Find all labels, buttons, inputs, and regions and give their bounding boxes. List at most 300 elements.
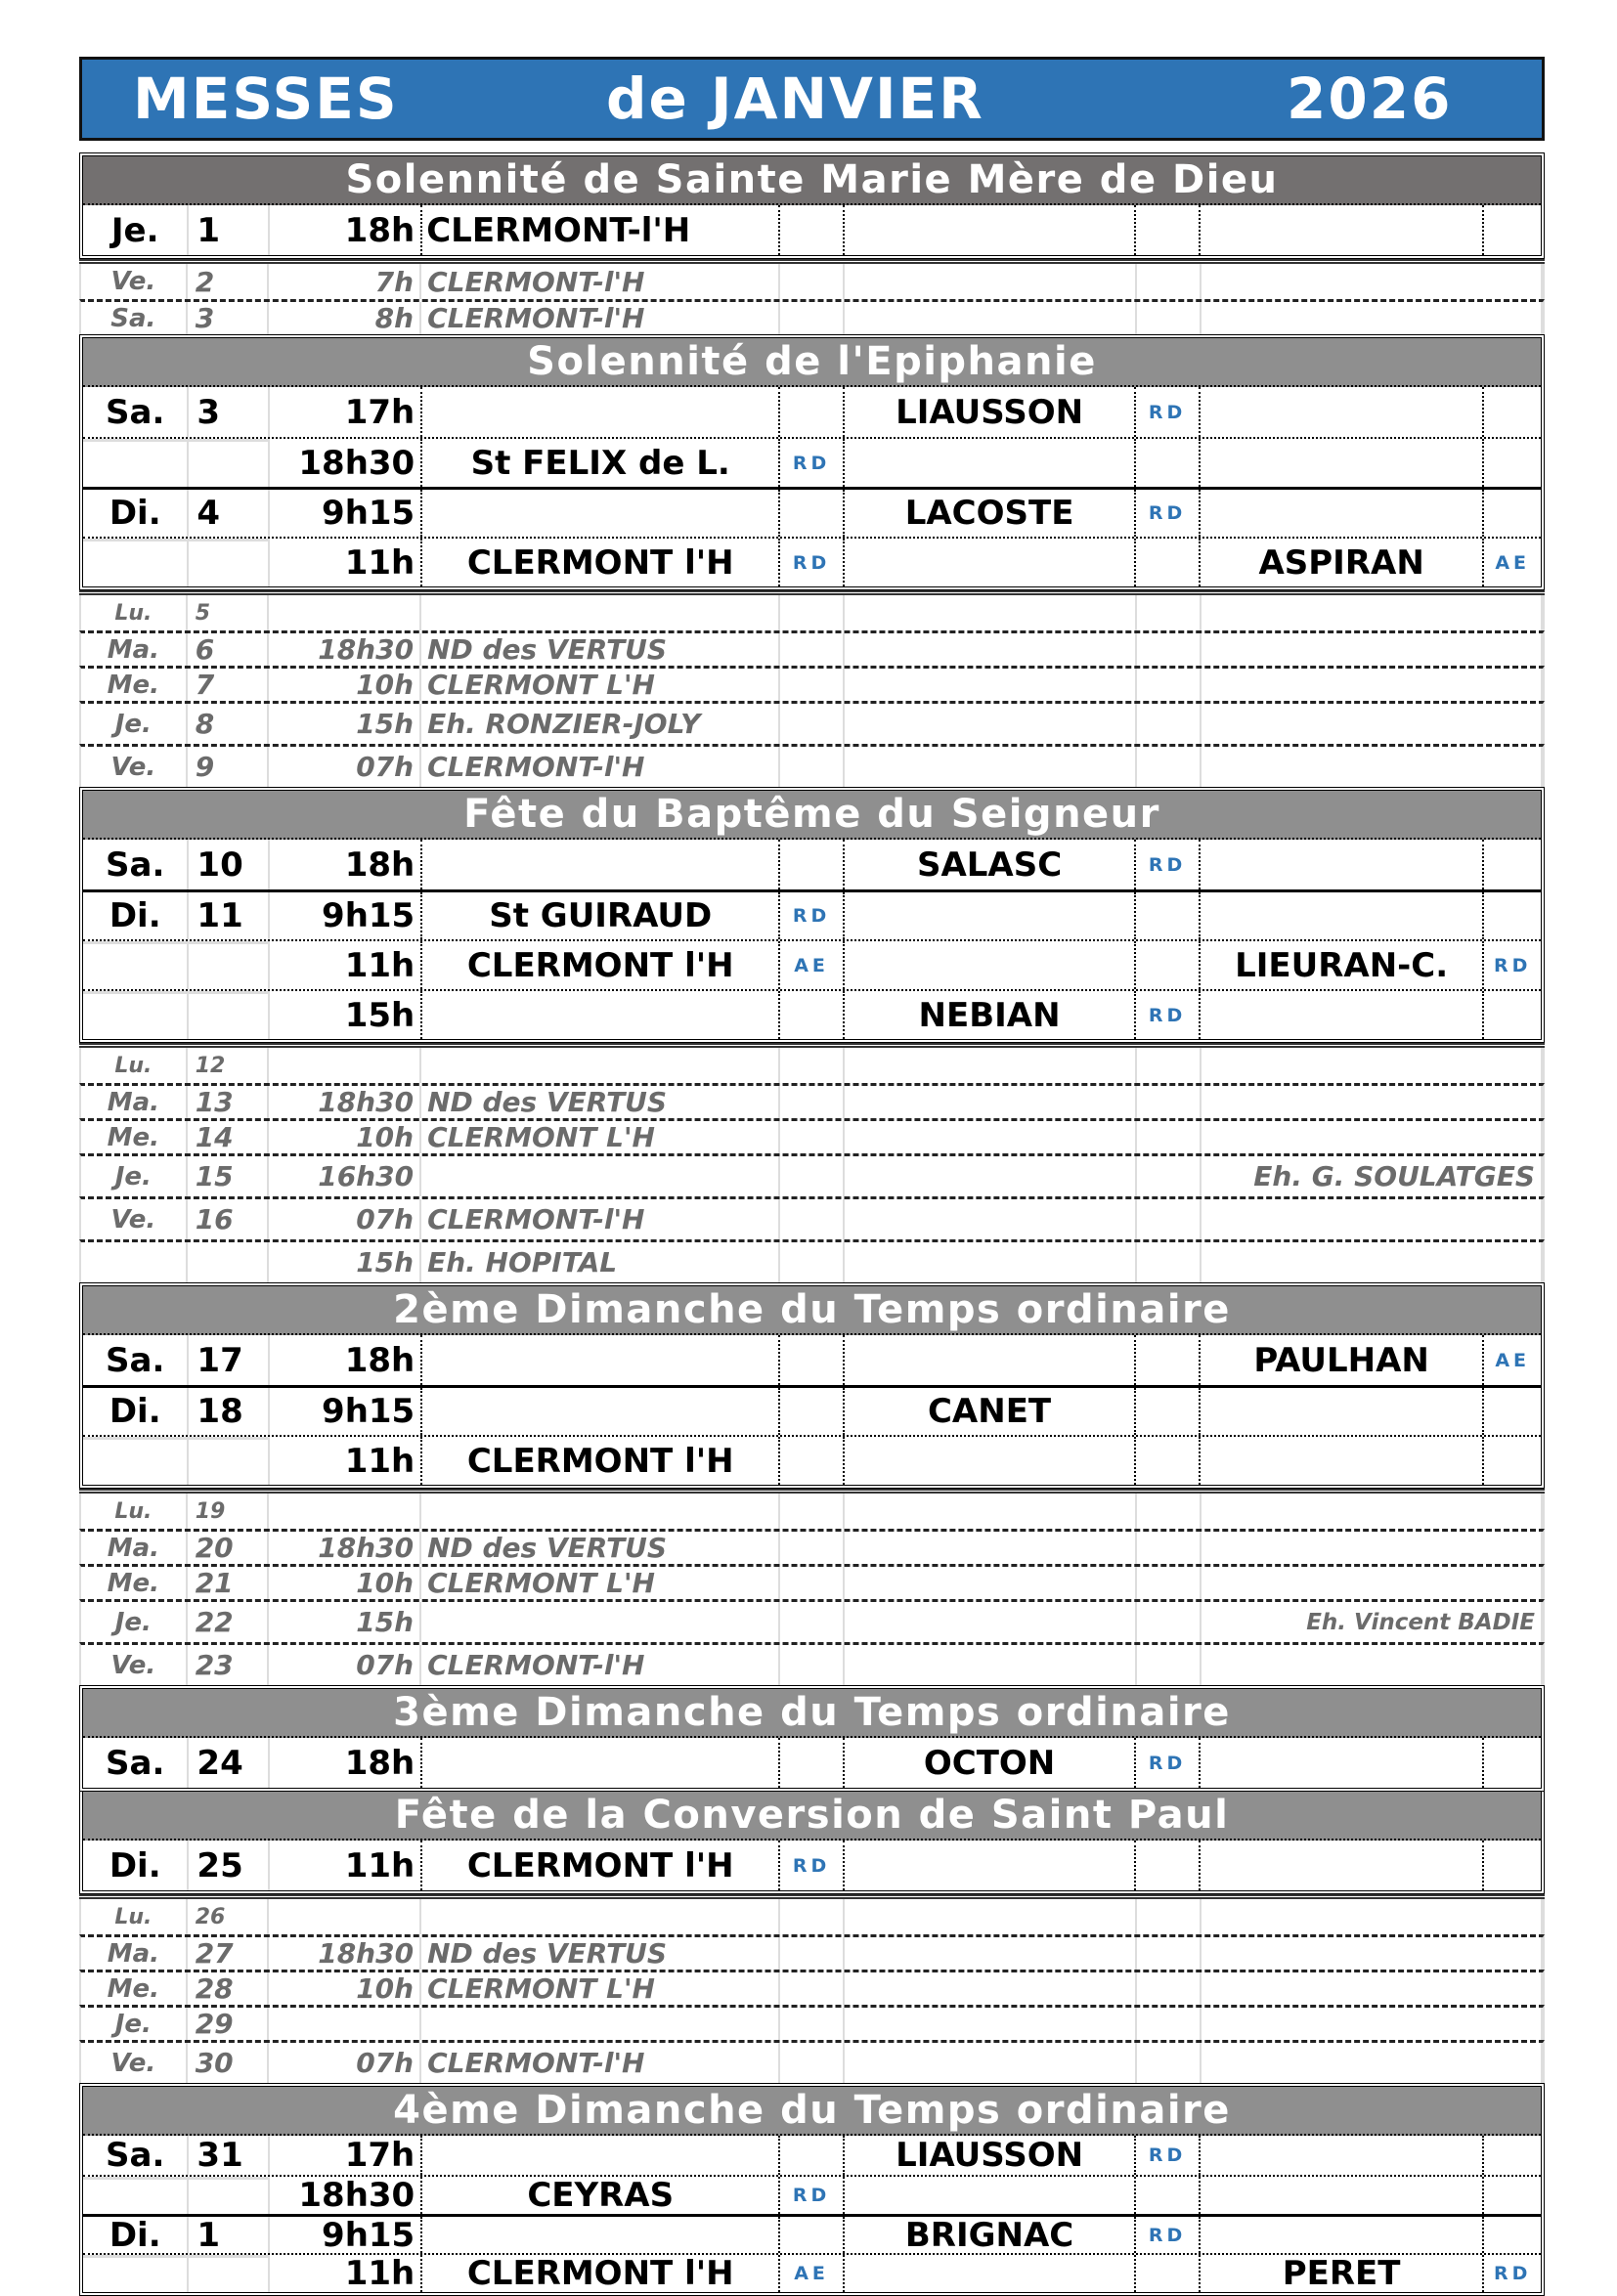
weekday-block bbox=[79, 1894, 1545, 2083]
location-1 bbox=[422, 490, 780, 537]
celebrant-1 bbox=[780, 205, 845, 255]
date-cell-text: 11 bbox=[197, 896, 243, 935]
celebrant-1 bbox=[780, 892, 845, 939]
date-cell-text: 19 bbox=[195, 1498, 226, 1524]
day-cell bbox=[83, 539, 189, 586]
celebrant-1 bbox=[780, 1388, 845, 1435]
celebrant-2 bbox=[1136, 2217, 1201, 2253]
location-3-text: Eh. G. SOULATGES bbox=[1253, 1160, 1536, 1192]
location-3 bbox=[1202, 1121, 1543, 1153]
day-cell bbox=[81, 1156, 188, 1196]
empty-cell bbox=[845, 1645, 1137, 1685]
empty-cell bbox=[780, 1899, 845, 1934]
empty-cell bbox=[780, 1532, 845, 1564]
empty-cell bbox=[780, 2008, 845, 2040]
location-3 bbox=[1202, 1242, 1543, 1282]
location-3 bbox=[1202, 669, 1543, 701]
date-cell-text: 2 bbox=[195, 265, 215, 298]
celebrant-3 bbox=[1484, 892, 1541, 939]
empty-cell bbox=[1137, 1086, 1202, 1118]
day-cell-text: Sa. bbox=[106, 845, 165, 885]
date-cell-text: 25 bbox=[197, 1845, 243, 1885]
time-cell bbox=[269, 1048, 422, 1083]
date-cell-text: 8 bbox=[195, 708, 215, 740]
empty-cell bbox=[780, 302, 845, 334]
celebrant-3-text: RD bbox=[1493, 2263, 1532, 2284]
date-cell-text: 15 bbox=[195, 1160, 234, 1192]
location-1 bbox=[422, 1437, 780, 1485]
time-cell-text: 11h bbox=[344, 1845, 415, 1885]
location-3 bbox=[1202, 1086, 1543, 1118]
time-cell bbox=[270, 991, 422, 1039]
empty-cell bbox=[780, 264, 845, 299]
location-3 bbox=[1201, 539, 1484, 586]
empty-cell bbox=[1137, 595, 1202, 630]
day-cell bbox=[81, 2043, 188, 2083]
empty-cell bbox=[1137, 1972, 1202, 2005]
empty-cell bbox=[845, 1242, 1137, 1282]
date-cell-text: 22 bbox=[195, 1606, 234, 1638]
time-cell bbox=[269, 633, 422, 666]
date-cell-text: 26 bbox=[195, 1904, 226, 1929]
date-cell bbox=[188, 747, 269, 787]
celebrant-2 bbox=[1136, 1335, 1201, 1385]
mass-row bbox=[83, 840, 1541, 889]
date-cell bbox=[188, 1937, 269, 1970]
day-cell-text: Di. bbox=[109, 494, 161, 533]
time-cell bbox=[270, 1738, 422, 1788]
celebrant-1 bbox=[780, 387, 845, 437]
date-cell-text: 27 bbox=[195, 1937, 234, 1970]
date-cell-text: 20 bbox=[195, 1532, 234, 1564]
mass-row bbox=[83, 889, 1541, 939]
day-cell bbox=[83, 1841, 189, 1890]
weekday-row bbox=[79, 1083, 1545, 1118]
time-cell bbox=[270, 2177, 422, 2214]
location-1 bbox=[421, 595, 780, 630]
feast-block bbox=[79, 1685, 1545, 1792]
day-cell-text: Lu. bbox=[114, 1904, 153, 1929]
empty-cell bbox=[780, 1972, 845, 2005]
time-cell-text: 15h bbox=[356, 1606, 415, 1638]
location-1 bbox=[421, 1242, 780, 1282]
location-2-text: BRIGNAC bbox=[904, 2215, 1074, 2255]
empty-cell bbox=[780, 1937, 845, 1970]
day-cell-text: Je. bbox=[110, 210, 159, 250]
weekday-row bbox=[79, 1239, 1545, 1282]
date-cell bbox=[189, 1437, 270, 1485]
location-1-text: CLERMONT L'H bbox=[427, 1567, 655, 1599]
location-1 bbox=[422, 1738, 780, 1788]
location-1 bbox=[421, 1602, 780, 1642]
empty-cell bbox=[845, 1937, 1137, 1970]
day-cell bbox=[83, 840, 189, 889]
mass-row bbox=[83, 1435, 1541, 1485]
empty-cell bbox=[1137, 264, 1202, 299]
location-3 bbox=[1202, 595, 1543, 630]
location-3 bbox=[1201, 2255, 1484, 2292]
time-cell-text: 9h15 bbox=[322, 494, 415, 533]
empty-cell bbox=[780, 595, 845, 630]
empty-cell bbox=[845, 1567, 1137, 1599]
day-cell-text: Me. bbox=[107, 670, 160, 700]
day-cell-text: Sa. bbox=[106, 1743, 165, 1783]
date-cell-text: 7 bbox=[195, 669, 215, 701]
time-cell-text: 10h bbox=[356, 669, 415, 701]
location-1 bbox=[421, 1567, 780, 1599]
time-cell-text: 18h30 bbox=[318, 633, 415, 666]
empty-cell bbox=[1137, 747, 1202, 787]
empty-cell bbox=[780, 1567, 845, 1599]
day-cell-text: Ma. bbox=[107, 1533, 159, 1563]
location-1-text: CLERMONT l'H bbox=[466, 1441, 734, 1481]
feast-title: 4ème Dimanche du Temps ordinaire bbox=[83, 2087, 1541, 2136]
location-3 bbox=[1201, 439, 1484, 487]
empty-cell bbox=[845, 669, 1137, 701]
location-2-text: LIAUSSON bbox=[896, 392, 1084, 432]
weekday-row bbox=[79, 264, 1545, 299]
date-cell-text: 5 bbox=[195, 600, 211, 626]
time-cell-text: 9h15 bbox=[322, 2215, 415, 2255]
celebrant-3 bbox=[1484, 2177, 1541, 2214]
location-1 bbox=[421, 2008, 780, 2040]
location-1 bbox=[422, 1388, 780, 1435]
date-cell bbox=[188, 595, 269, 630]
celebrant-2 bbox=[1136, 892, 1201, 939]
time-cell-text: 18h bbox=[344, 1743, 415, 1783]
time-cell bbox=[269, 1645, 422, 1685]
location-1-text: CEYRAS bbox=[527, 2176, 675, 2215]
date-cell-text: 1 bbox=[197, 210, 221, 250]
celebrant-2 bbox=[1136, 2177, 1201, 2214]
location-1 bbox=[421, 1645, 780, 1685]
time-cell-text: 18h30 bbox=[298, 2176, 415, 2215]
title-year: 2026 bbox=[1287, 65, 1453, 132]
weekday-row bbox=[79, 2040, 1545, 2083]
location-3-text: ASPIRAN bbox=[1258, 542, 1424, 583]
location-2 bbox=[845, 439, 1136, 487]
celebrant-1 bbox=[780, 2136, 845, 2175]
time-cell-text: 07h bbox=[356, 1649, 415, 1681]
celebrant-2 bbox=[1136, 1841, 1201, 1890]
date-cell bbox=[188, 1242, 269, 1282]
time-cell bbox=[269, 595, 422, 630]
weekday-row bbox=[79, 744, 1545, 787]
time-cell-text: 07h bbox=[356, 1203, 415, 1235]
time-cell-text: 18h30 bbox=[318, 1532, 415, 1564]
feast-title: 3ème Dimanche du Temps ordinaire bbox=[83, 1689, 1541, 1738]
celebrant-2 bbox=[1136, 1738, 1201, 1788]
location-1-text: ND des VERTUS bbox=[427, 1532, 668, 1564]
location-1-text: St FELIX de L. bbox=[470, 443, 730, 483]
empty-cell bbox=[780, 1494, 845, 1529]
empty-cell bbox=[1137, 1937, 1202, 1970]
time-cell bbox=[270, 387, 422, 437]
date-cell bbox=[189, 1388, 270, 1435]
time-cell bbox=[269, 1242, 422, 1282]
day-cell bbox=[81, 669, 188, 701]
celebrant-2 bbox=[1136, 1388, 1201, 1435]
date-cell-text: 18 bbox=[197, 1392, 243, 1431]
empty-cell bbox=[1137, 1602, 1202, 1642]
time-cell-text: 11h bbox=[344, 542, 415, 583]
weekday-block bbox=[79, 1043, 1545, 1282]
empty-cell bbox=[845, 1972, 1137, 2005]
day-cell bbox=[81, 1899, 188, 1934]
empty-cell bbox=[1137, 1567, 1202, 1599]
location-1-text: CLERMONT-l'H bbox=[427, 1203, 645, 1235]
time-cell-text: 11h bbox=[344, 1441, 415, 1481]
empty-cell bbox=[1137, 1645, 1202, 1685]
day-cell bbox=[81, 1121, 188, 1153]
empty-cell bbox=[1137, 2043, 1202, 2083]
empty-cell bbox=[845, 1156, 1137, 1196]
celebrant-1 bbox=[780, 941, 845, 989]
celebrant-2 bbox=[1136, 205, 1201, 255]
day-cell bbox=[83, 1335, 189, 1385]
empty-cell bbox=[1137, 1156, 1202, 1196]
location-3 bbox=[1202, 1972, 1543, 2005]
celebrant-3 bbox=[1484, 1437, 1541, 1485]
time-cell bbox=[270, 2217, 422, 2253]
weekday-row bbox=[79, 630, 1545, 666]
date-cell bbox=[188, 633, 269, 666]
location-2 bbox=[845, 1841, 1136, 1890]
location-1 bbox=[422, 2136, 780, 2175]
location-1 bbox=[422, 387, 780, 437]
day-cell bbox=[81, 1494, 188, 1529]
time-cell bbox=[270, 539, 422, 586]
location-1-text: CLERMONT-l'H bbox=[427, 1649, 645, 1681]
date-cell bbox=[189, 892, 270, 939]
location-3 bbox=[1201, 991, 1484, 1039]
time-cell bbox=[270, 2136, 422, 2175]
date-cell-text: 24 bbox=[197, 1743, 243, 1783]
location-3 bbox=[1202, 2008, 1543, 2040]
location-2 bbox=[845, 205, 1136, 255]
weekday-row bbox=[79, 1642, 1545, 1685]
location-2-text: OCTON bbox=[923, 1743, 1056, 1783]
feast-title: 2ème Dimanche du Temps ordinaire bbox=[83, 1286, 1541, 1335]
time-cell-text: 18h bbox=[344, 845, 415, 885]
location-3 bbox=[1202, 1937, 1543, 1970]
celebrant-1-text: RD bbox=[792, 2185, 831, 2206]
feast-title: Fête de la Conversion de Saint Paul bbox=[83, 1792, 1541, 1841]
celebrant-3 bbox=[1484, 1738, 1541, 1788]
date-cell bbox=[189, 387, 270, 437]
location-3 bbox=[1201, 941, 1484, 989]
time-cell-text: 11h bbox=[344, 2254, 415, 2293]
day-cell-text: Di. bbox=[109, 2215, 161, 2255]
location-1 bbox=[421, 1532, 780, 1564]
day-cell-text: Ma. bbox=[107, 634, 159, 665]
location-3 bbox=[1202, 1567, 1543, 1599]
location-1 bbox=[421, 1199, 780, 1239]
location-1 bbox=[421, 1972, 780, 2005]
celebrant-1-text: AE bbox=[794, 954, 829, 976]
feast-title: Solennité de l'Epiphanie bbox=[83, 338, 1541, 387]
celebrant-3 bbox=[1484, 539, 1541, 586]
day-cell bbox=[83, 2177, 189, 2214]
celebrant-3-text: AE bbox=[1495, 1349, 1531, 1371]
celebrant-1-text: RD bbox=[792, 1854, 831, 1877]
day-cell bbox=[81, 302, 188, 334]
location-2 bbox=[845, 2255, 1136, 2292]
location-1 bbox=[421, 1156, 780, 1196]
location-1 bbox=[421, 747, 780, 787]
date-cell-text: 12 bbox=[195, 1053, 226, 1078]
day-cell-text: Ma. bbox=[107, 1087, 159, 1117]
celebrant-2 bbox=[1136, 490, 1201, 537]
celebrant-3 bbox=[1484, 205, 1541, 255]
time-cell bbox=[269, 669, 422, 701]
date-cell bbox=[189, 2136, 270, 2175]
location-1-text: CLERMONT L'H bbox=[427, 669, 655, 701]
empty-cell bbox=[845, 302, 1137, 334]
time-cell bbox=[269, 302, 422, 334]
day-cell bbox=[83, 941, 189, 989]
location-1-text: CLERMONT-l'H bbox=[427, 265, 645, 298]
celebrant-2-text: RD bbox=[1148, 1004, 1187, 1026]
time-cell-text: 15h bbox=[344, 995, 415, 1035]
location-1 bbox=[421, 669, 780, 701]
day-cell bbox=[81, 2008, 188, 2040]
date-cell bbox=[189, 439, 270, 487]
date-cell bbox=[188, 669, 269, 701]
time-cell bbox=[269, 1602, 422, 1642]
day-cell bbox=[83, 892, 189, 939]
day-cell bbox=[81, 633, 188, 666]
celebrant-3 bbox=[1484, 490, 1541, 537]
day-cell-text: Sa. bbox=[106, 1340, 165, 1380]
empty-cell bbox=[780, 1645, 845, 1685]
day-cell-text: Me. bbox=[107, 1122, 160, 1152]
celebrant-2 bbox=[1136, 539, 1201, 586]
day-cell bbox=[81, 1199, 188, 1239]
location-3 bbox=[1202, 1048, 1543, 1083]
location-3 bbox=[1202, 1532, 1543, 1564]
date-cell bbox=[189, 840, 270, 889]
mass-row bbox=[83, 1738, 1541, 1788]
location-1 bbox=[422, 1335, 780, 1385]
location-1 bbox=[422, 2255, 780, 2292]
celebrant-1 bbox=[780, 2255, 845, 2292]
time-cell-text: 15h bbox=[356, 1246, 415, 1278]
time-cell bbox=[269, 1972, 422, 2005]
date-cell bbox=[188, 1156, 269, 1196]
empty-cell bbox=[1137, 1242, 1202, 1282]
time-cell bbox=[270, 941, 422, 989]
location-1 bbox=[421, 1086, 780, 1118]
location-2-text: SALASC bbox=[916, 845, 1063, 885]
time-cell bbox=[269, 1086, 422, 1118]
empty-cell bbox=[845, 1086, 1137, 1118]
empty-cell bbox=[845, 704, 1137, 744]
title-messes: MESSES bbox=[133, 65, 399, 132]
day-cell-text: Ve. bbox=[110, 2048, 156, 2078]
date-cell bbox=[189, 1335, 270, 1385]
empty-cell bbox=[1137, 1199, 1202, 1239]
day-cell bbox=[81, 595, 188, 630]
location-3 bbox=[1202, 633, 1543, 666]
time-cell bbox=[270, 1841, 422, 1890]
mass-row bbox=[83, 2214, 1541, 2253]
time-cell bbox=[269, 1899, 422, 1934]
location-3 bbox=[1202, 302, 1543, 334]
time-cell bbox=[269, 1937, 422, 1970]
day-cell-text: Ve. bbox=[110, 752, 156, 782]
date-cell bbox=[189, 941, 270, 989]
location-2 bbox=[845, 387, 1136, 437]
title-month: de JANVIER bbox=[606, 65, 984, 132]
location-2 bbox=[845, 2136, 1136, 2175]
day-cell bbox=[83, 2255, 189, 2292]
feast-block bbox=[79, 787, 1545, 1043]
location-3 bbox=[1202, 1494, 1543, 1529]
weekday-row bbox=[79, 1564, 1545, 1599]
date-cell-text: 28 bbox=[195, 1972, 234, 2005]
location-3 bbox=[1201, 2136, 1484, 2175]
celebrant-2 bbox=[1136, 941, 1201, 989]
weekday-row bbox=[79, 1529, 1545, 1564]
location-3 bbox=[1202, 1602, 1543, 1642]
day-cell-text: Je. bbox=[114, 2009, 152, 2039]
location-3-text: PERET bbox=[1282, 2254, 1401, 2293]
day-cell bbox=[81, 1532, 188, 1564]
time-cell-text: 8h bbox=[374, 302, 415, 334]
feast-block bbox=[79, 2083, 1545, 2296]
celebrant-1 bbox=[780, 2217, 845, 2253]
empty-cell bbox=[845, 747, 1137, 787]
time-cell bbox=[270, 439, 422, 487]
time-cell-text: 17h bbox=[344, 2136, 415, 2175]
location-1 bbox=[422, 2217, 780, 2253]
time-cell bbox=[270, 840, 422, 889]
empty-cell bbox=[1137, 633, 1202, 666]
mass-row bbox=[83, 537, 1541, 586]
day-cell-text: Ve. bbox=[110, 267, 156, 296]
day-cell-text: Je. bbox=[114, 1607, 152, 1637]
celebrant-2 bbox=[1136, 387, 1201, 437]
location-3 bbox=[1201, 1335, 1484, 1385]
location-1 bbox=[422, 941, 780, 989]
feast-title: Solennité de Sainte Marie Mère de Dieu bbox=[83, 156, 1541, 205]
day-cell bbox=[83, 1437, 189, 1485]
date-cell bbox=[189, 490, 270, 537]
feast-block bbox=[79, 152, 1545, 259]
location-1 bbox=[422, 539, 780, 586]
time-cell bbox=[270, 892, 422, 939]
date-cell bbox=[189, 205, 270, 255]
location-1 bbox=[422, 892, 780, 939]
weekday-row bbox=[79, 1970, 1545, 2005]
location-2 bbox=[845, 892, 1136, 939]
celebrant-1 bbox=[780, 539, 845, 586]
empty-cell bbox=[845, 1532, 1137, 1564]
location-3 bbox=[1202, 704, 1543, 744]
day-cell-text: Me. bbox=[107, 1973, 160, 2004]
location-3 bbox=[1201, 2217, 1484, 2253]
celebrant-1 bbox=[780, 1335, 845, 1385]
date-cell bbox=[188, 1086, 269, 1118]
date-cell bbox=[188, 1645, 269, 1685]
location-1-text: CLERMONT L'H bbox=[427, 1121, 655, 1153]
empty-cell bbox=[1137, 1048, 1202, 1083]
mass-row bbox=[83, 2175, 1541, 2214]
empty-cell bbox=[845, 264, 1137, 299]
date-cell bbox=[188, 264, 269, 299]
celebrant-1 bbox=[780, 490, 845, 537]
